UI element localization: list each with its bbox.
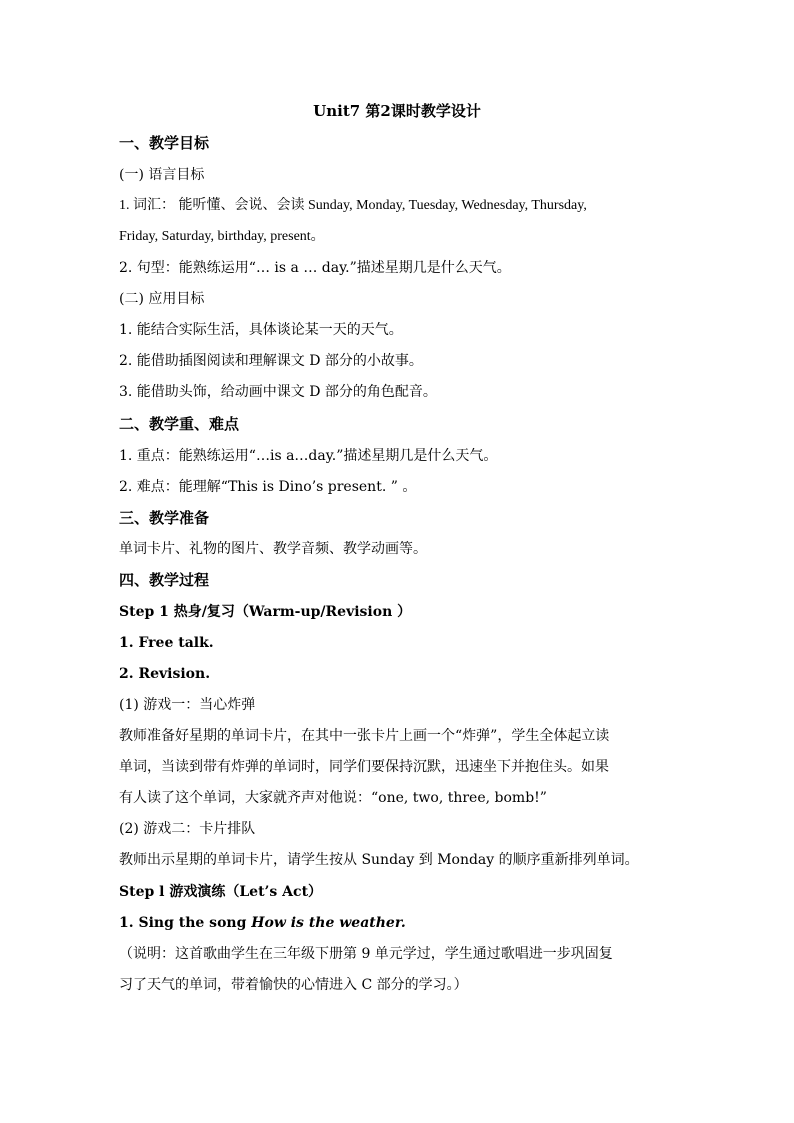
- step-lets-act-heading: Step l 游戏演练（Let’s Act）: [119, 884, 323, 900]
- revision-item: 2. Revision.: [119, 666, 211, 682]
- subheading-language-goals: (一) 语言目标: [119, 167, 205, 183]
- sing-song-item: [119, 913, 689, 933]
- step1-heading: Step 1 热身/复习（Warm-up/Revision ）: [119, 604, 412, 620]
- sing-song-label: 1. Sing the song: [119, 915, 252, 931]
- game1-paragraph-line-3: 有人读了这个单词，大家就齐声对他说：“one, two, three, bomb!”: [119, 790, 547, 806]
- subheading-application-goals: (二) 应用目标: [119, 291, 205, 307]
- application-item-1: 1. 能结合实际生活，具体谈论某一天的天气。: [119, 322, 403, 338]
- vocab-line-2: Friday, Saturday, birthday, present。: [119, 229, 325, 244]
- sentence-pattern-line: 2. 句型：能熟练运用“… is a … day.”描述星期几是什么天气。: [119, 260, 511, 276]
- game1-paragraph-line-2: 单词，当读到带有炸弹的单词时，同学们要保持沉默，迅速坐下并抱住头。如果: [119, 759, 609, 775]
- section-heading-goals: 一、教学目标: [119, 134, 210, 152]
- application-item-2: 2. 能借助插图阅读和理解课文 D 部分的小故事。: [119, 353, 423, 369]
- section-heading-process: 四、教学过程: [119, 571, 210, 589]
- game1-paragraph-line-1: 教师准备好星期的单词卡片，在其中一张卡片上画一个“炸弹”，学生全体起立读: [119, 728, 610, 744]
- game1-title: (1) 游戏一：当心炸弹: [119, 697, 256, 713]
- note-line-2: 习了天气的单词，带着愉快的心情进入 C 部分的学习。）: [119, 977, 468, 993]
- key-point-line: 1. 重点：能熟练运用“…is a…day.”描述星期几是什么天气。: [119, 448, 498, 464]
- vocab-line-1: 1. 词汇： 能听懂、会说、会读 Sunday, Monday, Tuesday, Wednesday, Thursday,: [119, 198, 587, 213]
- preparation-text: 单词卡片、礼物的图片、教学音频、教学动画等。: [119, 541, 427, 557]
- difficult-point-line: 2. 难点：能理解“This is Dino’s present. ” 。: [119, 479, 417, 495]
- section-heading-key-points: 二、教学重、难点: [119, 415, 240, 433]
- song-title: How is the weather.: [251, 915, 406, 931]
- page-title: Unit7 第2课时教学设计: [313, 102, 481, 120]
- game2-title: (2) 游戏二：卡片排队: [119, 821, 256, 837]
- section-heading-preparation: 三、教学准备: [119, 509, 210, 527]
- game2-paragraph: 教师出示星期的单词卡片，请学生按从 Sunday 到 Monday 的顺序重新排列单词。: [119, 852, 639, 868]
- application-item-3: 3. 能借助头饰，给动画中课文 D 部分的角色配音。: [119, 384, 437, 400]
- note-line-1: （说明：这首歌曲学生在三年级下册第 9 单元学过，学生通过歌唱进一步巩固复: [119, 946, 613, 962]
- free-talk-item: 1. Free talk.: [119, 635, 214, 651]
